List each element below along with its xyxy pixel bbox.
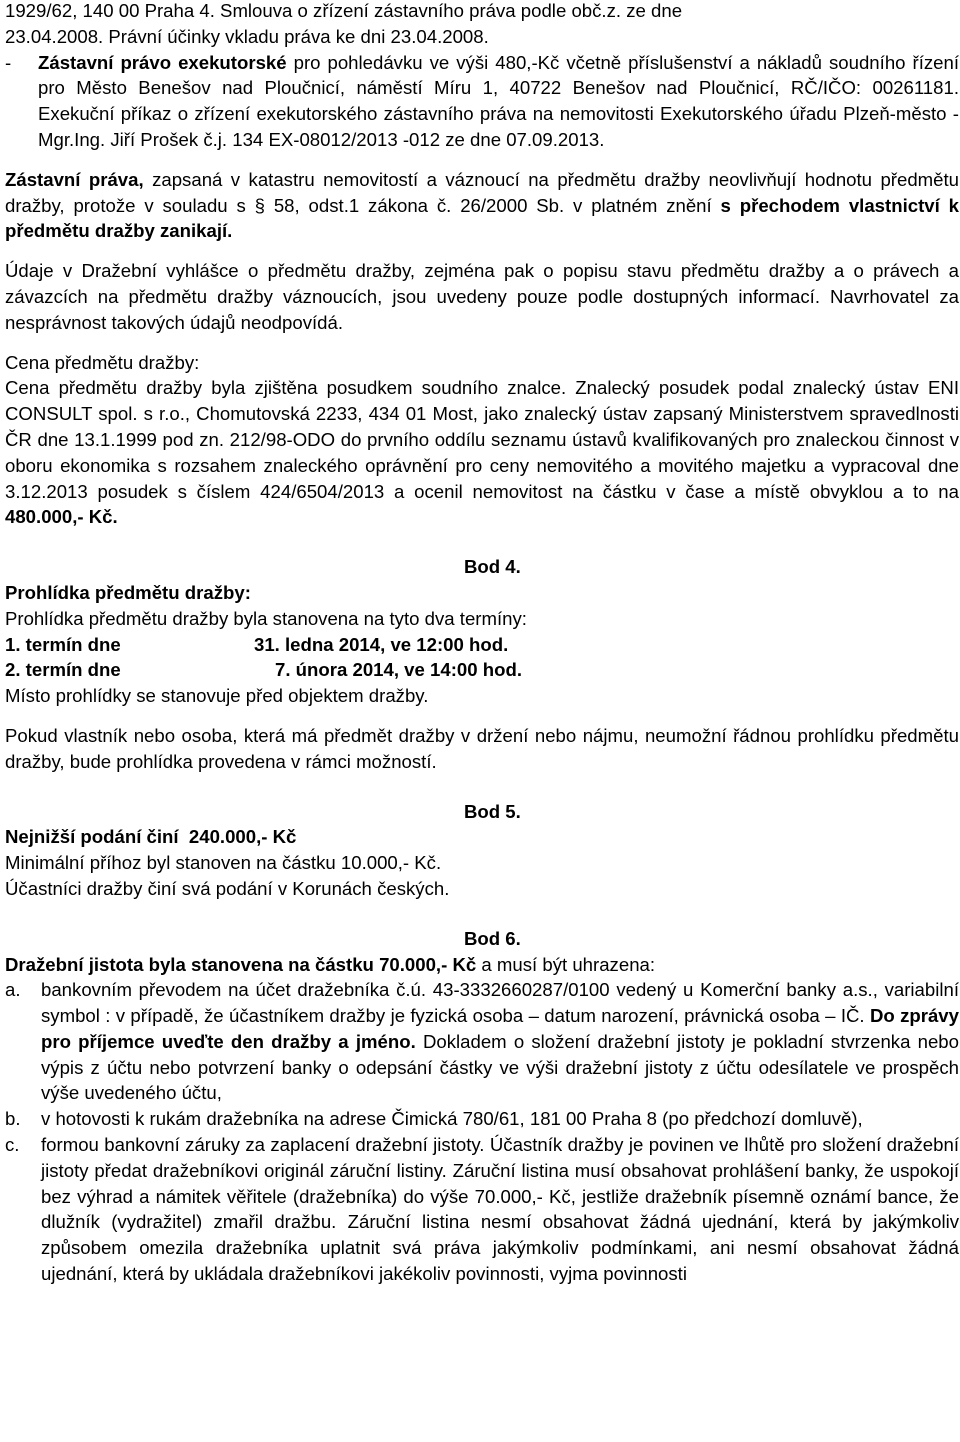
term-1-label: 1. termín dne [5,633,121,655]
liens-paragraph: Zástavní práva, zapsaná v katastru nemovitostí a váznoucí na předmětu dražby neovlivňují hodnotu předmětu dražby, protože v souladu s § 58, odst.1 zákona č. 26/2000 Sb. v platném znění s přechodem vlastnictví k předmětu dražby zanikají. [5,168,959,242]
disclaimer-paragraph: Údaje v Dražební vyhlášce o předmětu dražby, zejména pak o popisu stavu předmětu dražby a o právech a závazcích na předmětu dražby váznoucích, jsou uvedeny pouze podle dostupných informací. Navrhovatel za nesprávnost takových údajů neodpovídá. [5,260,959,333]
document-page [5,0,959,1287]
deposit-option-c [5,1132,959,1287]
inspection-place: Místo prohlídky se stanovuje před objektem dražby. [5,685,429,707]
price-paragraph: Cena předmětu dražby byla zjištěna posudkem soudního znalce. Znalecký posudek podal znalecký ústav ENI CONSULT spol. s r.o., Chomutovská 2233, 434 01 Most, jako znalecký ústav zapsaný Ministerstvem spravedlnosti ČR dne 13.1.1999 pod zn. 212/98-ODO do prvního oddílu seznamu ústavů kvalifikovaných pro znaleckou činnost v oboru ekonomika s rozsahem znaleckého oprávnění pro ceny nemovitého a movitého majetku a vypracoval dne 3.12.2013 posudek s číslem 424/6504/2013 a ocenil nemovitost na částku v čase a místě obvyklou a to na 480.000,- Kč. [5,377,959,528]
inspection-note: Pokud vlastník nebo osoba, která má předmět dražby v držení nebo nájmu, neumožní řádnou prohlídku předmětu dražby, bude prohlídka provedena v rámci možností. [5,724,959,772]
option-a-text: bankovním převodem na účet dražebníka č.ú. 43-3332660287/0100 vedený u Komerční banky a.s., variabilní symbol : v případě, že účastníkem dražby je fyzická osoba – datum narození, právnická osoba – IČ. Do zprávy pro příjemce uveďte den dražby a jméno. Dokladem o složení dražební jistoty je pokladní stvrzenka nebo výpis z účtu nebo potvrzení banky o odepsání částky ve výši dražební jistoty z účtu odesílatele ve prospěch výše uvedeného účtu, [41,979,959,1104]
inspection-term-2 [5,657,959,683]
option-c-text: formou bankovní záruky za zaplacení dražební jistoty. Účastník dražby je povinen ve lhůtě pro složení dražební jistoty předat dražebníkovi originál záruční listiny. Záruční listina musí obsahovat prohlášení banky, že uspokojí bez výhrad a námitek věřitele (dražebníka) do výše 70.000,- Kč, jestliže dražebník písemně oznámí bance, že dlužník (vydražitel) zmařil dražbu. Záruční listina nesmí obsahovat žádná ujednání, která by jakýmkoliv způsobem omezila dražebníka uplatnit svá práva jakýmkoliv podmínkami, ani nesmí obsahovat žádná ujednání, která by ukládala dražebníkovi jakékoliv povinnosti, vyjma povinnosti [41,1134,959,1285]
deposit-amount: Dražební jistota byla stanovena na částku 70.000,- Kč [5,953,477,975]
lowest-bid: Nejnižší podání činí 240.000,- Kč [5,826,297,848]
liens-conclusion: s přechodem vlastnictví k předmětu dražby zanikají. [5,194,959,242]
inspection-term-1 [5,632,959,658]
executor-lien-title: Zástavní právo exekutorské [38,51,287,73]
option-a-marker: a. [5,979,21,1001]
prior-lien-line-1: 1929/62, 140 00 Praha 4. Smlouva o zřízení zástavního práva podle obč.z. ze dne [5,0,683,21]
option-b-marker: b. [5,1108,21,1130]
deposit-heading: Dražební jistota byla stanovena na částku 70.000,- Kč a musí být uhrazena: [5,953,656,975]
prior-lien-line-2: 23.04.2008. Právní účinky vkladu práva ke dni 23.04.2008. [5,25,489,47]
inspection-intro: Prohlídka předmětu dražby byla stanovena na tyto dva termíny: [5,607,527,629]
bod-5-label: Bod 5. [464,800,521,822]
option-b-text: v hotovosti k rukám dražebníka na adrese Čimická 780/61, 181 00 Praha 8 (po předchozí domluvě), [41,1108,863,1130]
option-a-instruction: Do zprávy pro příjemce uveďte den dražby a jméno. [41,1005,959,1052]
min-increment: Minimální příhoz byl stanoven na částku 10.000,- Kč. [5,852,442,874]
bid-currency: Účastníci dražby činí svá podání v Korunách českých. [5,877,450,899]
liens-title: Zástavní práva, [5,168,144,190]
deposit-option-b [5,1106,959,1132]
inspection-heading: Prohlídka předmětu dražby: [5,581,251,603]
price-heading: Cena předmětu dražby: [5,351,200,373]
bod-4-label: Bod 4. [464,556,521,578]
bod-6-label: Bod 6. [464,927,521,949]
term-2-value: 7. února 2014, ve 14:00 hod. [275,659,522,681]
option-c-marker: c. [5,1134,20,1156]
dash-marker: - [5,51,12,73]
executor-lien-text: Zástavní právo exekutorské pro pohledávku ve výši 480,-Kč včetně příslušenství a nákladů soudního řízení pro Město Benešov nad Ploučnicí, náměstí Míru 1, 40722 Benešov nad Ploučnicí, RČ/IČO: 00261181. Exekuční příkaz o zřízení exekutorského zástavního práva na nemovitosti Exekutorského úřadu Plzeň-město - Mgr.Ing. Jiří Prošek č.j. 134 EX-08012/2013 -012 ze dne 07.09.2013. [38,51,960,150]
executor-lien-item [5,50,959,153]
term-2-label: 2. termín dne [5,659,121,681]
deposit-option-a [5,977,959,1106]
price-amount: 480.000,- Kč. [5,506,118,528]
term-1-value: 31. ledna 2014, ve 12:00 hod. [254,633,509,655]
